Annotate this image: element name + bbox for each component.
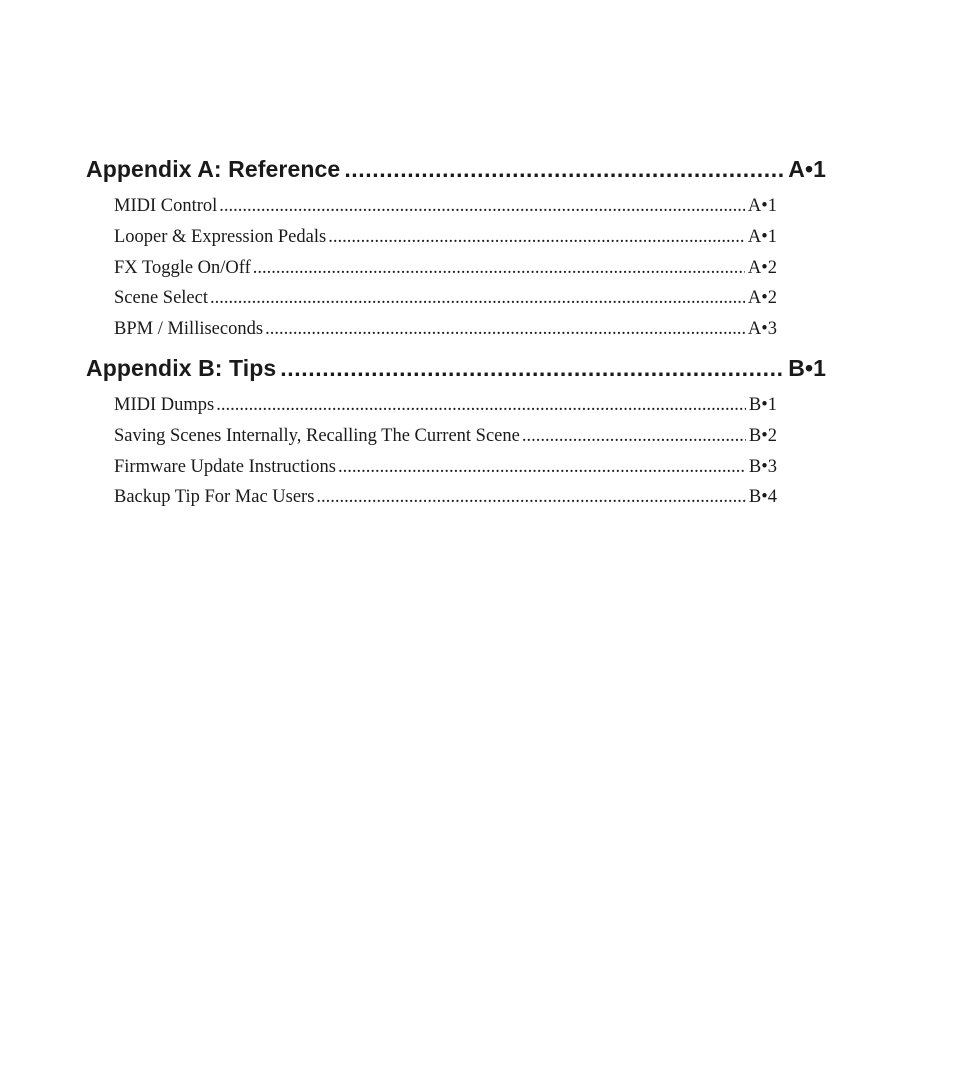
toc-entry-page: A•1 xyxy=(747,227,777,247)
toc-heading-appendix-b[interactable] xyxy=(86,355,826,385)
toc-entry-label: BPM / Milliseconds xyxy=(114,319,264,339)
toc-entry-label: Looper & Expression Pedals xyxy=(114,227,327,247)
dot-leader xyxy=(280,355,784,382)
toc-entry[interactable] xyxy=(114,196,777,220)
dot-leader xyxy=(344,156,784,183)
dot-leader xyxy=(253,258,745,279)
dot-leader xyxy=(219,196,745,217)
dot-leader xyxy=(328,227,745,248)
toc-entry-label: Saving Scenes Internally, Recalling The Current Scene xyxy=(114,426,520,446)
toc-entry-page: A•2 xyxy=(747,288,777,308)
toc-entry[interactable] xyxy=(114,227,777,251)
toc-heading-page: B•1 xyxy=(788,355,826,381)
toc-entry-page: B•4 xyxy=(748,487,777,507)
toc-entry-page: A•1 xyxy=(747,196,777,216)
toc-entry[interactable] xyxy=(114,426,777,450)
toc-entry[interactable] xyxy=(114,258,777,282)
toc-entry-label: MIDI Dumps xyxy=(114,395,215,415)
toc-entry-label: FX Toggle On/Off xyxy=(114,258,251,278)
toc-entry-page: A•3 xyxy=(747,319,777,339)
toc-entry-label: Firmware Update Instructions xyxy=(114,457,336,477)
toc-heading-page: A•1 xyxy=(788,156,826,182)
toc-entry-label: MIDI Control xyxy=(114,196,218,216)
toc-entry[interactable] xyxy=(114,288,777,312)
toc-heading-appendix-a[interactable] xyxy=(86,156,826,186)
toc-heading-title: Appendix B: Tips xyxy=(86,355,277,381)
dot-leader xyxy=(210,288,745,309)
toc-entry-page: B•2 xyxy=(748,426,777,446)
toc-entry[interactable] xyxy=(114,487,777,511)
toc-entry-page: B•1 xyxy=(748,395,777,415)
toc-entry-label: Scene Select xyxy=(114,288,208,308)
toc-entry[interactable] xyxy=(114,457,777,481)
dot-leader xyxy=(216,395,746,416)
dot-leader xyxy=(338,457,746,478)
toc-entry[interactable] xyxy=(114,395,777,419)
dot-leader xyxy=(316,487,746,508)
toc-entry-page: B•3 xyxy=(748,457,777,477)
toc-entry-page: A•2 xyxy=(747,258,777,278)
dot-leader xyxy=(522,426,746,447)
dot-leader xyxy=(265,319,745,340)
toc-heading-title: Appendix A: Reference xyxy=(86,156,341,182)
toc-entry[interactable] xyxy=(114,319,777,343)
toc-entry-label: Backup Tip For Mac Users xyxy=(114,487,315,507)
